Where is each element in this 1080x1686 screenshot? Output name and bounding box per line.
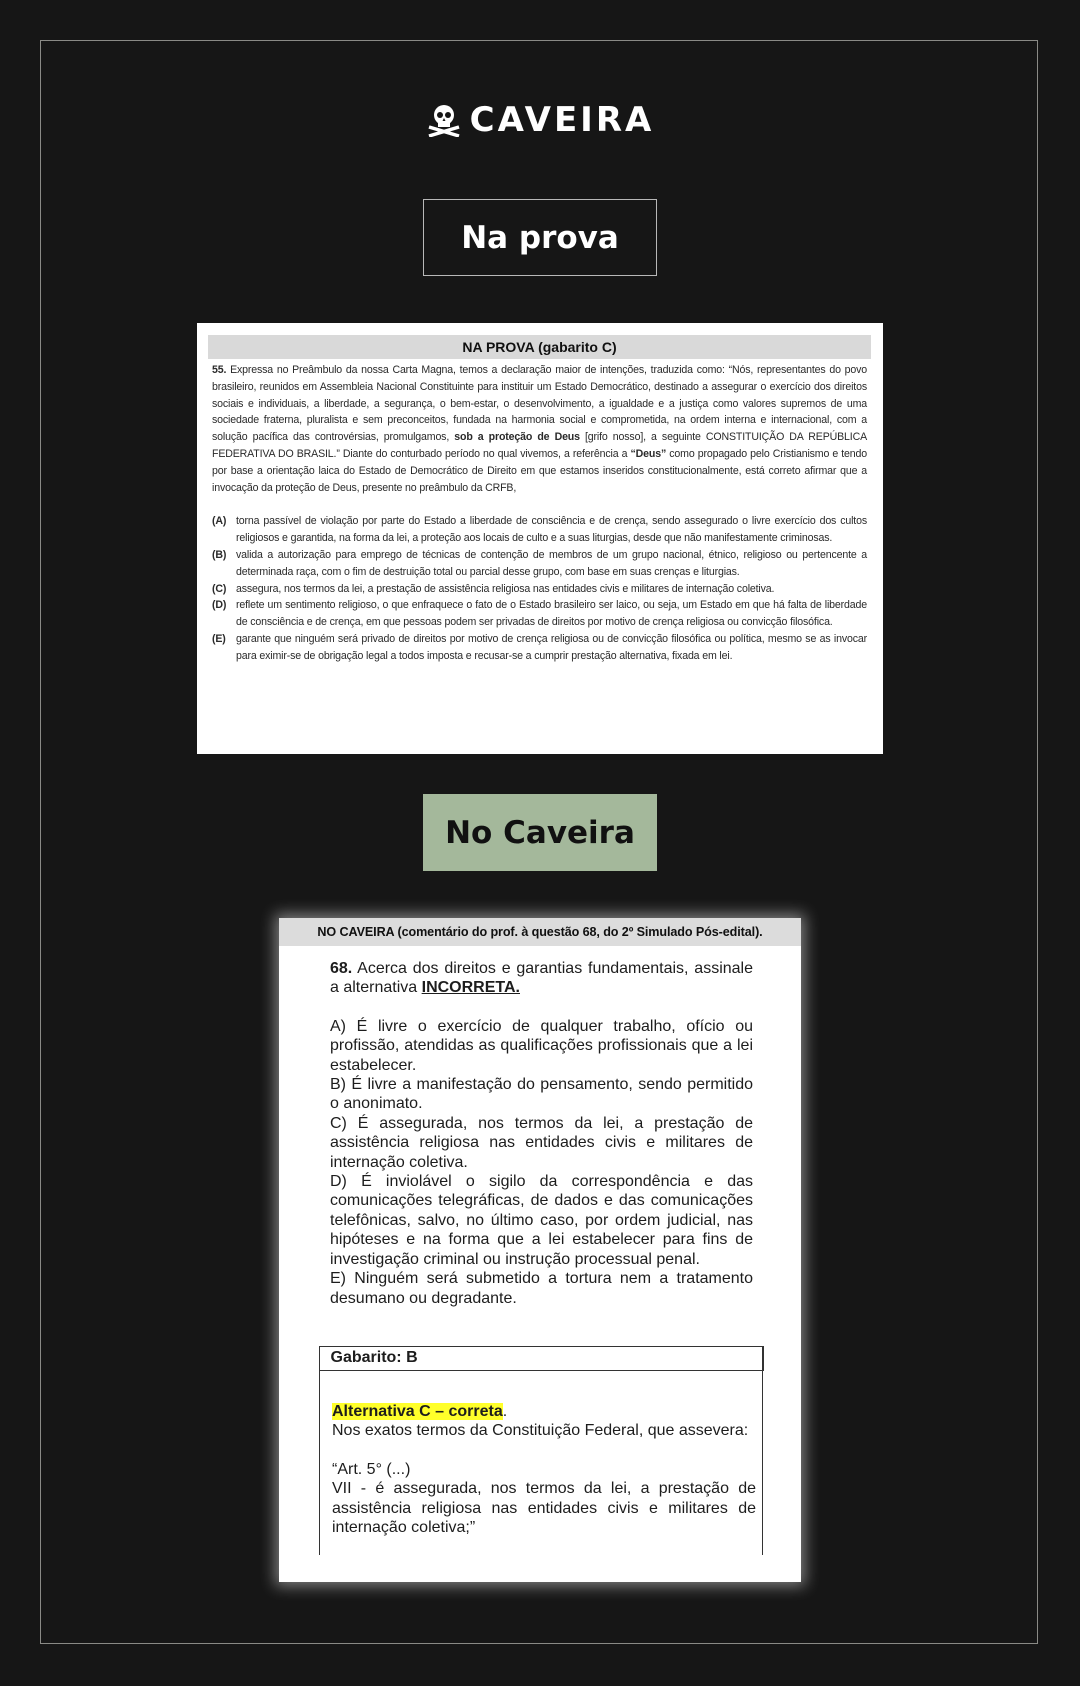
highlight-correct: Alternativa C – correta [332,1403,503,1420]
gabarito-label: Gabarito: B [319,1346,764,1371]
caveira-question-number: 68. [330,960,353,977]
caveira-alternative-e: E) Ninguém será submetido a tortura nem a tratamento desumano ou degradante. [330,1270,753,1307]
caveira-alternative-d: D) É inviolável o sigilo da correspondência e das comunicações telegráficas, de dados e das comunicações telefônicas, salvo, no último caso, por ordem judicial, nas hipóteses e na forma que a lei estabelecer para fins de investigação criminal ou instrução processual penal. [330,1173,753,1268]
brand-logo [0,100,1080,140]
caveira-alternative-a: A) É livre o exercício de qualquer trabalho, ofício ou profissão, atendidas as qualificações profissionais que a lei estabelecer. [330,1017,753,1074]
no-caveira-label: No Caveira [423,794,657,871]
prova-question-number: 55. [212,364,227,376]
caveira-header: NO CAVEIRA (comentário do prof. à questão 68, do 2º Simulado Pós-edital). [279,918,801,946]
comment-text: Nos exatos termos da Constituição Federal, que assevera: [332,1422,749,1440]
prova-question-card [197,323,883,754]
prova-option-e: (E) garante que ninguém será privado de direitos por motivo de crença religiosa ou de convicção filosófica ou política, mesmo se as invocar para eximir-se de obrigação legal a todos imposta e recusar-se a cumprir prestação alternativa, fixada em lei. [212,632,867,662]
prova-option-c: (C) assegura, nos termos da lei, a prestação de assistência religiosa nas entidades civis e militares de internação coletiva. [212,582,775,595]
brand-name: CAVEIRA [469,100,655,140]
quote-inciso: VII - é assegurada, nos termos da lei, a prestação de assistência religiosa nas entidades civis e militares de internação coletiva;” [332,1480,756,1537]
skull-icon [426,103,462,137]
na-prova-label: Na prova [423,199,657,276]
quote-art: “Art. 5° (...) [332,1460,411,1478]
prova-option-a: (A) torna passível de violação por parte do Estado a liberdade de consciência e de crença, sendo assegurado o livre exercício dos cultos religiosos e garantida, na forma da lei, a proteção aos locais de culto e a suas liturgias, desde que não manifestamente criminosas. [212,515,867,545]
caveira-comment-card [279,918,801,1582]
caveira-question [330,959,753,1308]
caveira-alternative-c: C) É assegurada, nos termos da lei, a prestação de assistência religiosa nas entidades civis e militares de internação coletiva. [330,1114,753,1171]
caveira-alternative-b: B) É livre a manifestação do pensamento, sendo permitido o anonimato. [330,1076,753,1113]
prova-options [208,513,871,664]
prova-option-d: (D) reflete um sentimento religioso, o que enfraquece o fato de o Estado brasileiro ser laico, ou seja, um Estado em que há falta de liberdade de consciência e de crença, em que pessoas podem ser privadas de direitos por motivo de crença religiosa ou convicção filosófica. [212,599,867,629]
caveira-question-text: 68. Acerca dos direitos e garantias fundamentais, assinale a alternativa INCORRETA. [330,960,753,997]
gabarito-comment: Alternativa C – correta. Nos exatos termos da Constituição Federal, que assevera: “Art. 5° (...) VII - é assegurada, nos termos da lei, a prestação de assistência religiosa nas entidades civis e militares de internação coletiva;” [332,1403,756,1537]
prova-option-b: (B) valida a autorização para emprego de técnicas de contenção de membros de um grupo nacional, étnico, religioso ou pertencente a determinada raça, com o fim de destruição total ou parcial desse grupo, com base em suas crenças e liturgias. [212,548,867,578]
prova-question-text: 55. Expressa no Preâmbulo da nossa Carta Magna, temos a declaração maior de intenções, traduzida como: “Nós, representantes do povo brasileiro, reunidos em Assembleia Nacional Constituinte para instituir um Estado Democrático, destinado a assegurar o exercício dos direitos sociais e individuais, a liberdade, a segurança, o bem-estar, o desenvolvimento, a igualdade e a justiça como valores supremos de uma sociedade fraterna, pluralista e sem preconceitos, fundada na harmonia social e comprometida, na ordem interna e internacional, com a solução pacífica das controvérsias, promulgamos, sob a proteção de Deus [grifo nosso], a seguinte CONSTITUIÇÃO DA REPÚBLICA FEDERATIVA DO BRASIL.” Diante do conturbado período no qual vivemos, a referência a “Deus” como propagado pelo Cristianismo e tendo por base a orientação laica do Estado de Democrático de Direito em que estamos inseridos constitucionalmente, está correto afirmar que a invocação da proteção de Deus, presente no preâmbulo da CRFB, [212,364,868,494]
gabarito-box [319,1346,763,1555]
prova-header: NA PROVA (gabarito C) [208,335,871,359]
